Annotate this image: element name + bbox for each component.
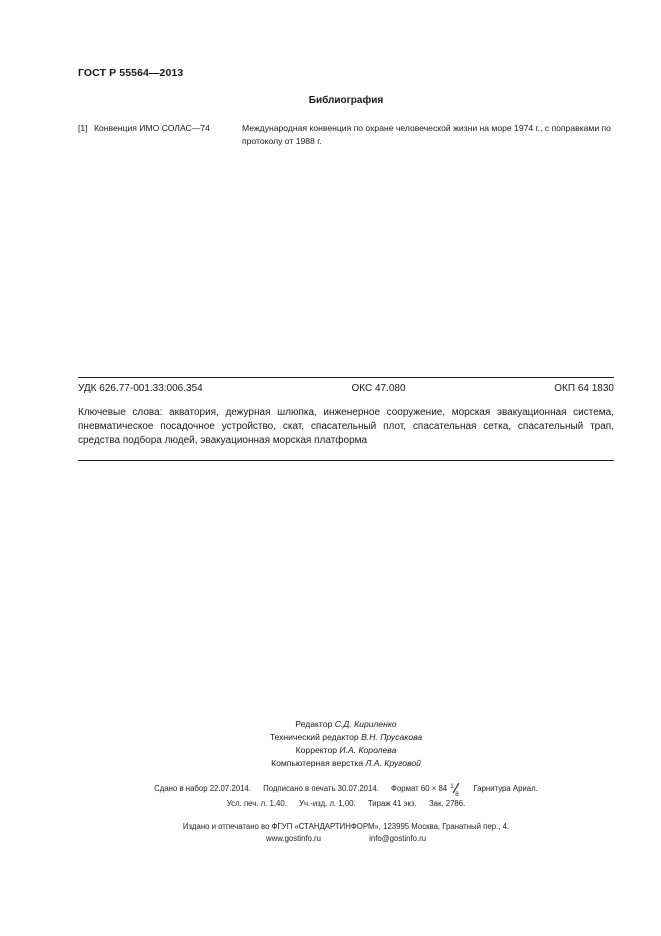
imprint-row-dates: [78, 781, 614, 796]
staff-name: Л.А. Круговой: [365, 758, 421, 768]
format-fraction-numerator: 1: [450, 784, 454, 790]
staff-name: И.А. Королева: [339, 745, 397, 755]
staff-name: С.Д. Кириленко: [334, 719, 397, 729]
bibliography-title: Библиография: [308, 95, 384, 106]
publisher-sheets: Уч.-изд. л. 1,00.: [299, 799, 356, 808]
staff-role: Корректор: [295, 745, 338, 755]
imprint-row-contacts: [78, 831, 614, 846]
imprint-spacer: [78, 811, 614, 819]
publisher-website[interactable]: www.gostinfo.ru: [265, 834, 321, 843]
format-fraction: [449, 782, 461, 798]
classification-codes: [78, 383, 614, 394]
signed-date: Подписано в печать 30.07.2014.: [263, 784, 379, 793]
keywords-text: акватория, дежурная шлюпка, инженерное сооружение, морская эвакуационная система, пневматическое посадочное устройство, скат, спасательный плот, спасательная сетка, спасательный трап, средства подбора людей, эвакуационная морская платформа: [78, 407, 614, 446]
bibliography-entry: [78, 122, 614, 148]
staff-role: Компьютерная верстка: [271, 758, 364, 768]
bibliography-entry-number: [1]: [78, 123, 88, 133]
top-divider: [78, 377, 614, 378]
staff-row-layout: [78, 757, 614, 770]
format-fraction-denominator: 8: [455, 792, 459, 798]
bibliography-entry-description: Международная конвенция по охране человеческой жизни на море 1974 г., с поправками по протоколу от 1988 г.: [242, 123, 611, 146]
okp-code: ОКП 64 1830: [554, 383, 614, 394]
staff-name: В.Н. Прусакова: [361, 732, 423, 742]
publisher-info: Издано и отпечатано во ФГУП «СТАНДАРТИНФОРМ», 123995 Москва, Гранатный пер., 4.: [182, 822, 510, 831]
print-imprint: [78, 781, 614, 846]
staff-row-technical-editor: [78, 731, 614, 744]
staff-row-proofreader: [78, 744, 614, 757]
publisher-email[interactable]: info@gostinfo.ru: [369, 834, 427, 843]
imprint-row-volume: [78, 796, 614, 811]
keywords-block: [78, 406, 614, 448]
keywords-label: Ключевые слова:: [78, 407, 163, 418]
typeface: Гарнитура Ариал.: [473, 784, 538, 793]
circulation: Тираж 41 экз.: [367, 799, 417, 808]
staff-row-editor: [78, 718, 614, 731]
order-number: Зак. 2786.: [428, 799, 466, 808]
bottom-divider: [78, 460, 614, 461]
udk-code: УДК 626.77-001.33:006.354: [78, 383, 203, 394]
document-code: ГОСТ Р 55564—2013: [78, 67, 184, 79]
paper-format: Формат 60 × 84: [391, 784, 448, 793]
staff-credits: [78, 718, 614, 770]
submitted-date: Сдано в набор 22.07.2014.: [154, 784, 251, 793]
bibliography-entry-source: Конвенция ИМО СОЛАС—74: [94, 123, 210, 133]
print-sheets: Усл. печ. л. 1,40.: [226, 799, 287, 808]
staff-role: Редактор: [295, 719, 333, 729]
oks-code: ОКС 47.080: [351, 383, 406, 394]
staff-role: Технический редактор: [269, 732, 359, 742]
